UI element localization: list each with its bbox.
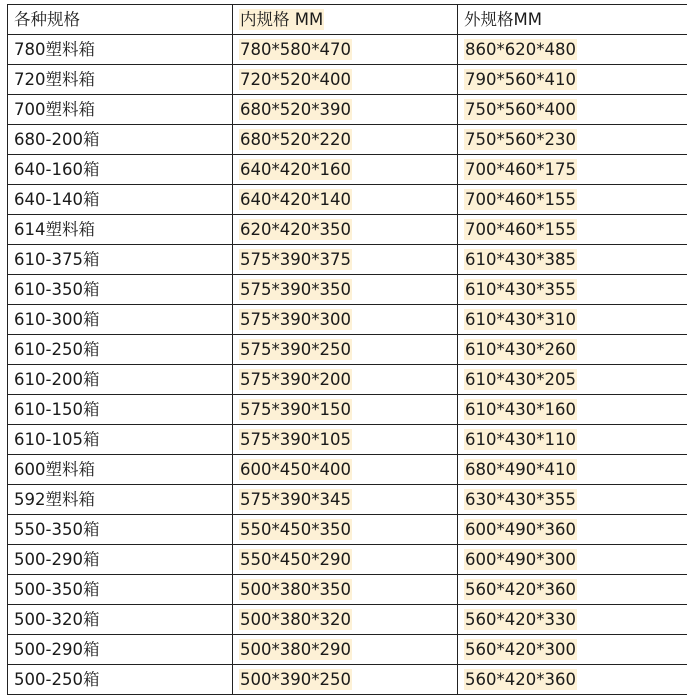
cell-inner-size: 575*390*300 bbox=[233, 305, 458, 335]
table-row bbox=[8, 635, 687, 665]
cell-inner-size: 500*380*320 bbox=[233, 605, 458, 635]
cell-outer-size: 610*430*260 bbox=[458, 335, 687, 365]
cell-spec-name: 550-350箱 bbox=[8, 515, 233, 545]
cell-outer-size: 750*560*400 bbox=[458, 95, 687, 125]
cell-spec-name: 614塑料箱 bbox=[8, 215, 233, 245]
cell-inner-size: 575*390*345 bbox=[233, 485, 458, 515]
table-row bbox=[8, 155, 687, 185]
table-row bbox=[8, 245, 687, 275]
cell-outer-size: 600*490*300 bbox=[458, 545, 687, 575]
table-row bbox=[8, 485, 687, 515]
cell-spec-name: 610-250箱 bbox=[8, 335, 233, 365]
cell-inner-size: 720*520*400 bbox=[233, 65, 458, 95]
cell-outer-size: 750*560*230 bbox=[458, 125, 687, 155]
cell-inner-size: 600*450*400 bbox=[233, 455, 458, 485]
cell-spec-name: 500-350箱 bbox=[8, 575, 233, 605]
cell-outer-size: 610*430*355 bbox=[458, 275, 687, 305]
cell-inner-size: 575*390*250 bbox=[233, 335, 458, 365]
cell-spec-name: 500-320箱 bbox=[8, 605, 233, 635]
cell-outer-size: 600*490*360 bbox=[458, 515, 687, 545]
table-row bbox=[8, 455, 687, 485]
table-row bbox=[8, 335, 687, 365]
cell-spec-name: 592塑料箱 bbox=[8, 485, 233, 515]
cell-spec-name: 680-200箱 bbox=[8, 125, 233, 155]
cell-inner-size: 575*390*375 bbox=[233, 245, 458, 275]
table-row bbox=[8, 515, 687, 545]
cell-inner-size: 500*390*250 bbox=[233, 665, 458, 695]
cell-inner-size: 680*520*220 bbox=[233, 125, 458, 155]
cell-inner-size: 550*450*350 bbox=[233, 515, 458, 545]
table-row bbox=[8, 35, 687, 65]
cell-outer-size: 630*430*355 bbox=[458, 485, 687, 515]
table-row bbox=[8, 545, 687, 575]
cell-spec-name: 500-290箱 bbox=[8, 635, 233, 665]
table-row bbox=[8, 605, 687, 635]
cell-inner-size: 575*390*105 bbox=[233, 425, 458, 455]
cell-outer-size: 560*420*330 bbox=[458, 605, 687, 635]
header-outer-size: 外规格MM bbox=[458, 5, 687, 35]
table-row bbox=[8, 575, 687, 605]
cell-spec-name: 610-350箱 bbox=[8, 275, 233, 305]
cell-spec-name: 780塑料箱 bbox=[8, 35, 233, 65]
table-row bbox=[8, 425, 687, 455]
table-body bbox=[8, 35, 687, 695]
cell-inner-size: 575*390*200 bbox=[233, 365, 458, 395]
table-row bbox=[8, 185, 687, 215]
cell-outer-size: 610*430*110 bbox=[458, 425, 687, 455]
header-inner-size: 内规格 MM bbox=[233, 5, 458, 35]
table-row bbox=[8, 215, 687, 245]
cell-inner-size: 620*420*350 bbox=[233, 215, 458, 245]
cell-spec-name: 610-105箱 bbox=[8, 425, 233, 455]
table-header-row bbox=[8, 5, 687, 35]
cell-outer-size: 700*460*175 bbox=[458, 155, 687, 185]
table-row bbox=[8, 65, 687, 95]
cell-outer-size: 700*460*155 bbox=[458, 185, 687, 215]
cell-spec-name: 700塑料箱 bbox=[8, 95, 233, 125]
table-row bbox=[8, 365, 687, 395]
spec-table bbox=[7, 4, 687, 695]
cell-inner-size: 780*580*470 bbox=[233, 35, 458, 65]
cell-spec-name: 720塑料箱 bbox=[8, 65, 233, 95]
cell-spec-name: 610-375箱 bbox=[8, 245, 233, 275]
cell-inner-size: 500*380*350 bbox=[233, 575, 458, 605]
cell-spec-name: 500-290箱 bbox=[8, 545, 233, 575]
cell-outer-size: 610*430*310 bbox=[458, 305, 687, 335]
cell-inner-size: 575*390*150 bbox=[233, 395, 458, 425]
cell-outer-size: 610*430*385 bbox=[458, 245, 687, 275]
table-row bbox=[8, 665, 687, 695]
cell-spec-name: 600塑料箱 bbox=[8, 455, 233, 485]
table-row bbox=[8, 395, 687, 425]
cell-inner-size: 550*450*290 bbox=[233, 545, 458, 575]
table-row bbox=[8, 125, 687, 155]
cell-outer-size: 560*420*300 bbox=[458, 635, 687, 665]
cell-outer-size: 610*430*160 bbox=[458, 395, 687, 425]
table-row bbox=[8, 275, 687, 305]
cell-spec-name: 640-140箱 bbox=[8, 185, 233, 215]
cell-inner-size: 680*520*390 bbox=[233, 95, 458, 125]
cell-outer-size: 680*490*410 bbox=[458, 455, 687, 485]
table-row bbox=[8, 95, 687, 125]
cell-outer-size: 560*420*360 bbox=[458, 665, 687, 695]
cell-spec-name: 610-150箱 bbox=[8, 395, 233, 425]
cell-outer-size: 560*420*360 bbox=[458, 575, 687, 605]
cell-inner-size: 640*420*140 bbox=[233, 185, 458, 215]
cell-spec-name: 640-160箱 bbox=[8, 155, 233, 185]
cell-inner-size: 575*390*350 bbox=[233, 275, 458, 305]
cell-outer-size: 860*620*480 bbox=[458, 35, 687, 65]
cell-outer-size: 700*460*155 bbox=[458, 215, 687, 245]
header-spec-name: 各种规格 bbox=[8, 5, 233, 35]
cell-outer-size: 610*430*205 bbox=[458, 365, 687, 395]
cell-outer-size: 790*560*410 bbox=[458, 65, 687, 95]
cell-spec-name: 500-250箱 bbox=[8, 665, 233, 695]
cell-spec-name: 610-300箱 bbox=[8, 305, 233, 335]
cell-spec-name: 610-200箱 bbox=[8, 365, 233, 395]
cell-inner-size: 500*380*290 bbox=[233, 635, 458, 665]
cell-inner-size: 640*420*160 bbox=[233, 155, 458, 185]
table-row bbox=[8, 305, 687, 335]
